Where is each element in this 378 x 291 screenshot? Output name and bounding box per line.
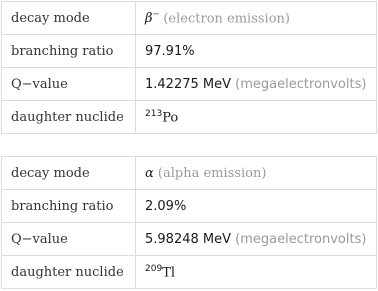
daughter-nuclide-label: daughter nuclide (2, 256, 136, 289)
q-value-unit: MeV (202, 76, 232, 92)
branching-ratio-row (2, 35, 377, 68)
alpha-decay-table (1, 156, 377, 289)
daughter-nuclide-value (136, 101, 377, 134)
daughter-nuclide-row (2, 256, 377, 289)
q-value-number: 5.98248 (145, 231, 199, 247)
element-symbol: Po (162, 110, 179, 126)
decay-symbol: β− (145, 9, 160, 27)
mass-number: 209 (145, 263, 163, 274)
decay-mode-row (2, 157, 377, 190)
q-value-label: Q−value (2, 223, 136, 256)
branching-ratio-value: 2.09% (136, 190, 377, 223)
decay-mode-description: (electron emission) (163, 11, 290, 27)
branching-ratio-value: 97.91% (136, 35, 377, 68)
decay-mode-row (2, 2, 377, 35)
branching-ratio-row (2, 190, 377, 223)
daughter-nuclide-row (2, 101, 377, 134)
q-value-unit-name: (megaelectronvolts) (235, 76, 367, 92)
decay-mode-description: (alpha emission) (157, 165, 267, 181)
decay-mode-label: decay mode (2, 2, 136, 35)
element-symbol: Tl (162, 265, 176, 281)
mass-number: 213 (145, 108, 163, 119)
q-value-value (136, 68, 377, 101)
branching-ratio-label: branching ratio (2, 35, 136, 68)
beta-decay-table (1, 1, 377, 134)
decay-symbol-superscript: − (152, 9, 160, 19)
daughter-nuclide-label: daughter nuclide (2, 101, 136, 134)
q-value-value (136, 223, 377, 256)
q-value-unit-name: (megaelectronvolts) (235, 231, 367, 247)
q-value-number: 1.42275 (145, 76, 199, 92)
daughter-nuclide-value (136, 256, 377, 289)
q-value-label: Q−value (2, 68, 136, 101)
branching-ratio-label: branching ratio (2, 190, 136, 223)
decay-mode-label: decay mode (2, 157, 136, 190)
q-value-row (2, 68, 377, 101)
q-value-unit: MeV (202, 231, 232, 247)
q-value-row (2, 223, 377, 256)
decay-mode-value (136, 157, 377, 190)
decay-mode-value (136, 2, 377, 35)
decay-symbol: α (145, 165, 154, 181)
